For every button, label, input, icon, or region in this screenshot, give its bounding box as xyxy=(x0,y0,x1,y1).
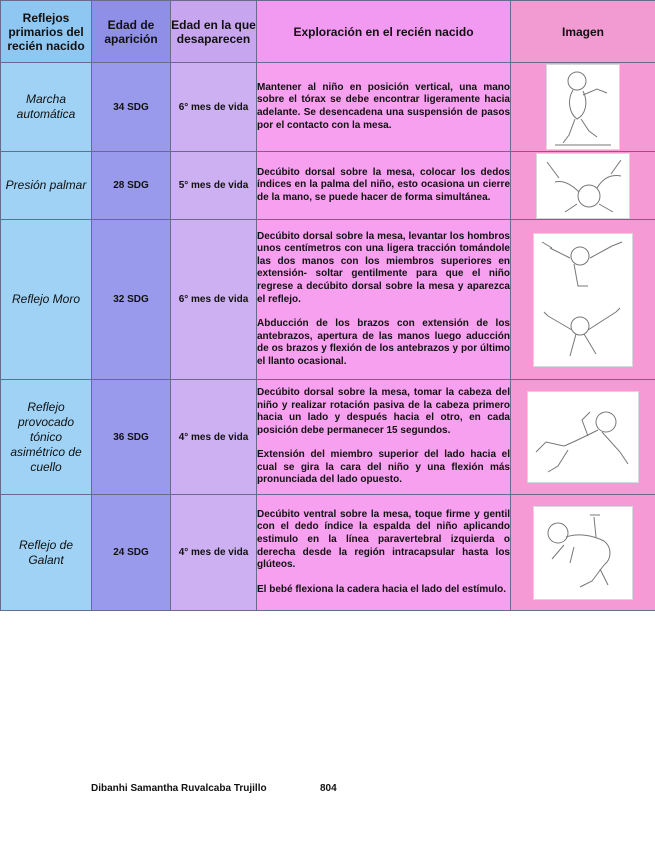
exploration-paragraph: Extensión del miembro superior del lado hacia el cual se gira la cara del niño y una flexión más pronunciada del lado opuesto. xyxy=(257,449,510,486)
exploration-text xyxy=(257,152,511,220)
image-cell xyxy=(511,63,655,152)
infant-tonic-neck-illustration-icon xyxy=(527,391,639,483)
disappearance-age: 6° mes de vida xyxy=(171,63,257,152)
table-row xyxy=(1,380,655,495)
exploration-paragraph: Decúbito dorsal sobre la mesa, tomar la cabeza del niño y realizar rotación pasiva de la cabeza primero hacia un lado y después hacia el otro, en cada posición debe permanecer 15 segundos. xyxy=(257,386,510,436)
image-cell xyxy=(511,220,655,380)
image-cell xyxy=(511,380,655,495)
table-row xyxy=(1,220,655,380)
header-imagen: Imagen xyxy=(511,1,655,63)
exploration-text xyxy=(257,380,511,495)
reflex-name: Presión palmar xyxy=(1,152,92,220)
exploration-text xyxy=(257,495,511,611)
table-row xyxy=(1,63,655,152)
exploration-paragraph: Mantener al niño en posición vertical, una mano sobre el tórax se debe encontrar ligeramente hacia adelante. Se desencadena una suspensión de pasos por el contacto con la mesa. xyxy=(257,81,510,131)
reflex-name: Reflejo Moro xyxy=(1,220,92,380)
header-desaparecen: Edad en la que desaparecen xyxy=(171,1,257,63)
table-row xyxy=(1,495,655,611)
exploration-paragraph: Decúbito ventral sobre la mesa, toque firme y gentil con el dedo índice la espalda del niño aplicando estimulo en la línea paravertebral izquierda o derecha desde la región intracapsular hasta los glúteos. xyxy=(257,508,510,571)
exploration-paragraph: Decúbito dorsal sobre la mesa, colocar los dedos índices en la palma del niño, esto ocasiona un cierre de la mano, se puede hacer de forma simultánea. xyxy=(257,166,510,203)
disappearance-age: 5° mes de vida xyxy=(171,152,257,220)
appearance-age: 36 SDG xyxy=(92,380,171,495)
exploration-paragraph: Decúbito dorsal sobre la mesa, levantar los hombros unos centímetros con una ligera tracción tomándole las dos manos con los miembros superiores en extensión- soltar gentilmente para que el niño regrese a decúbito dorsal sobre la mesa y aparezca el reflejo. xyxy=(257,230,510,305)
table-row xyxy=(1,152,655,220)
reflex-name: Marcha automática xyxy=(1,63,92,152)
appearance-age: 32 SDG xyxy=(92,220,171,380)
infant-palmar-grasp-illustration-icon xyxy=(536,153,630,219)
exploration-text xyxy=(257,63,511,152)
image-cell xyxy=(511,495,655,611)
header-aparicion: Edad de aparición xyxy=(92,1,171,63)
page-number: 804 xyxy=(320,783,337,794)
infant-galant-illustration-icon xyxy=(533,506,633,600)
appearance-age: 24 SDG xyxy=(92,495,171,611)
disappearance-age: 6° mes de vida xyxy=(171,220,257,380)
appearance-age: 28 SDG xyxy=(92,152,171,220)
image-cell xyxy=(511,152,655,220)
header-exploracion: Exploración en el recién nacido xyxy=(257,1,511,63)
header-reflejos: Reflejos primarios del recién nacido xyxy=(1,1,92,63)
reflex-name: Reflejo provocado tónico asimétrico de cuello xyxy=(1,380,92,495)
footer-author: Dibanhi Samantha Ruvalcaba Trujillo xyxy=(91,783,267,794)
infant-stepping-illustration-icon xyxy=(546,64,620,150)
disappearance-age: 4° mes de vida xyxy=(171,495,257,611)
header-row xyxy=(1,1,655,63)
exploration-paragraph: El bebé flexiona la cadera hacia el lado del estímulo. xyxy=(257,583,506,595)
infant-moro-illustration-icon xyxy=(533,233,633,367)
disappearance-age: 4° mes de vida xyxy=(171,380,257,495)
reflex-name: Reflejo de Galant xyxy=(1,495,92,611)
exploration-paragraph: Abducción de los brazos con extensión de los antebrazos, apertura de las manos luego aducción de os brazos y flexión de los antebrazos y por último el llanto ocasional. xyxy=(257,318,510,367)
appearance-age: 34 SDG xyxy=(92,63,171,152)
exploration-text xyxy=(257,220,511,380)
